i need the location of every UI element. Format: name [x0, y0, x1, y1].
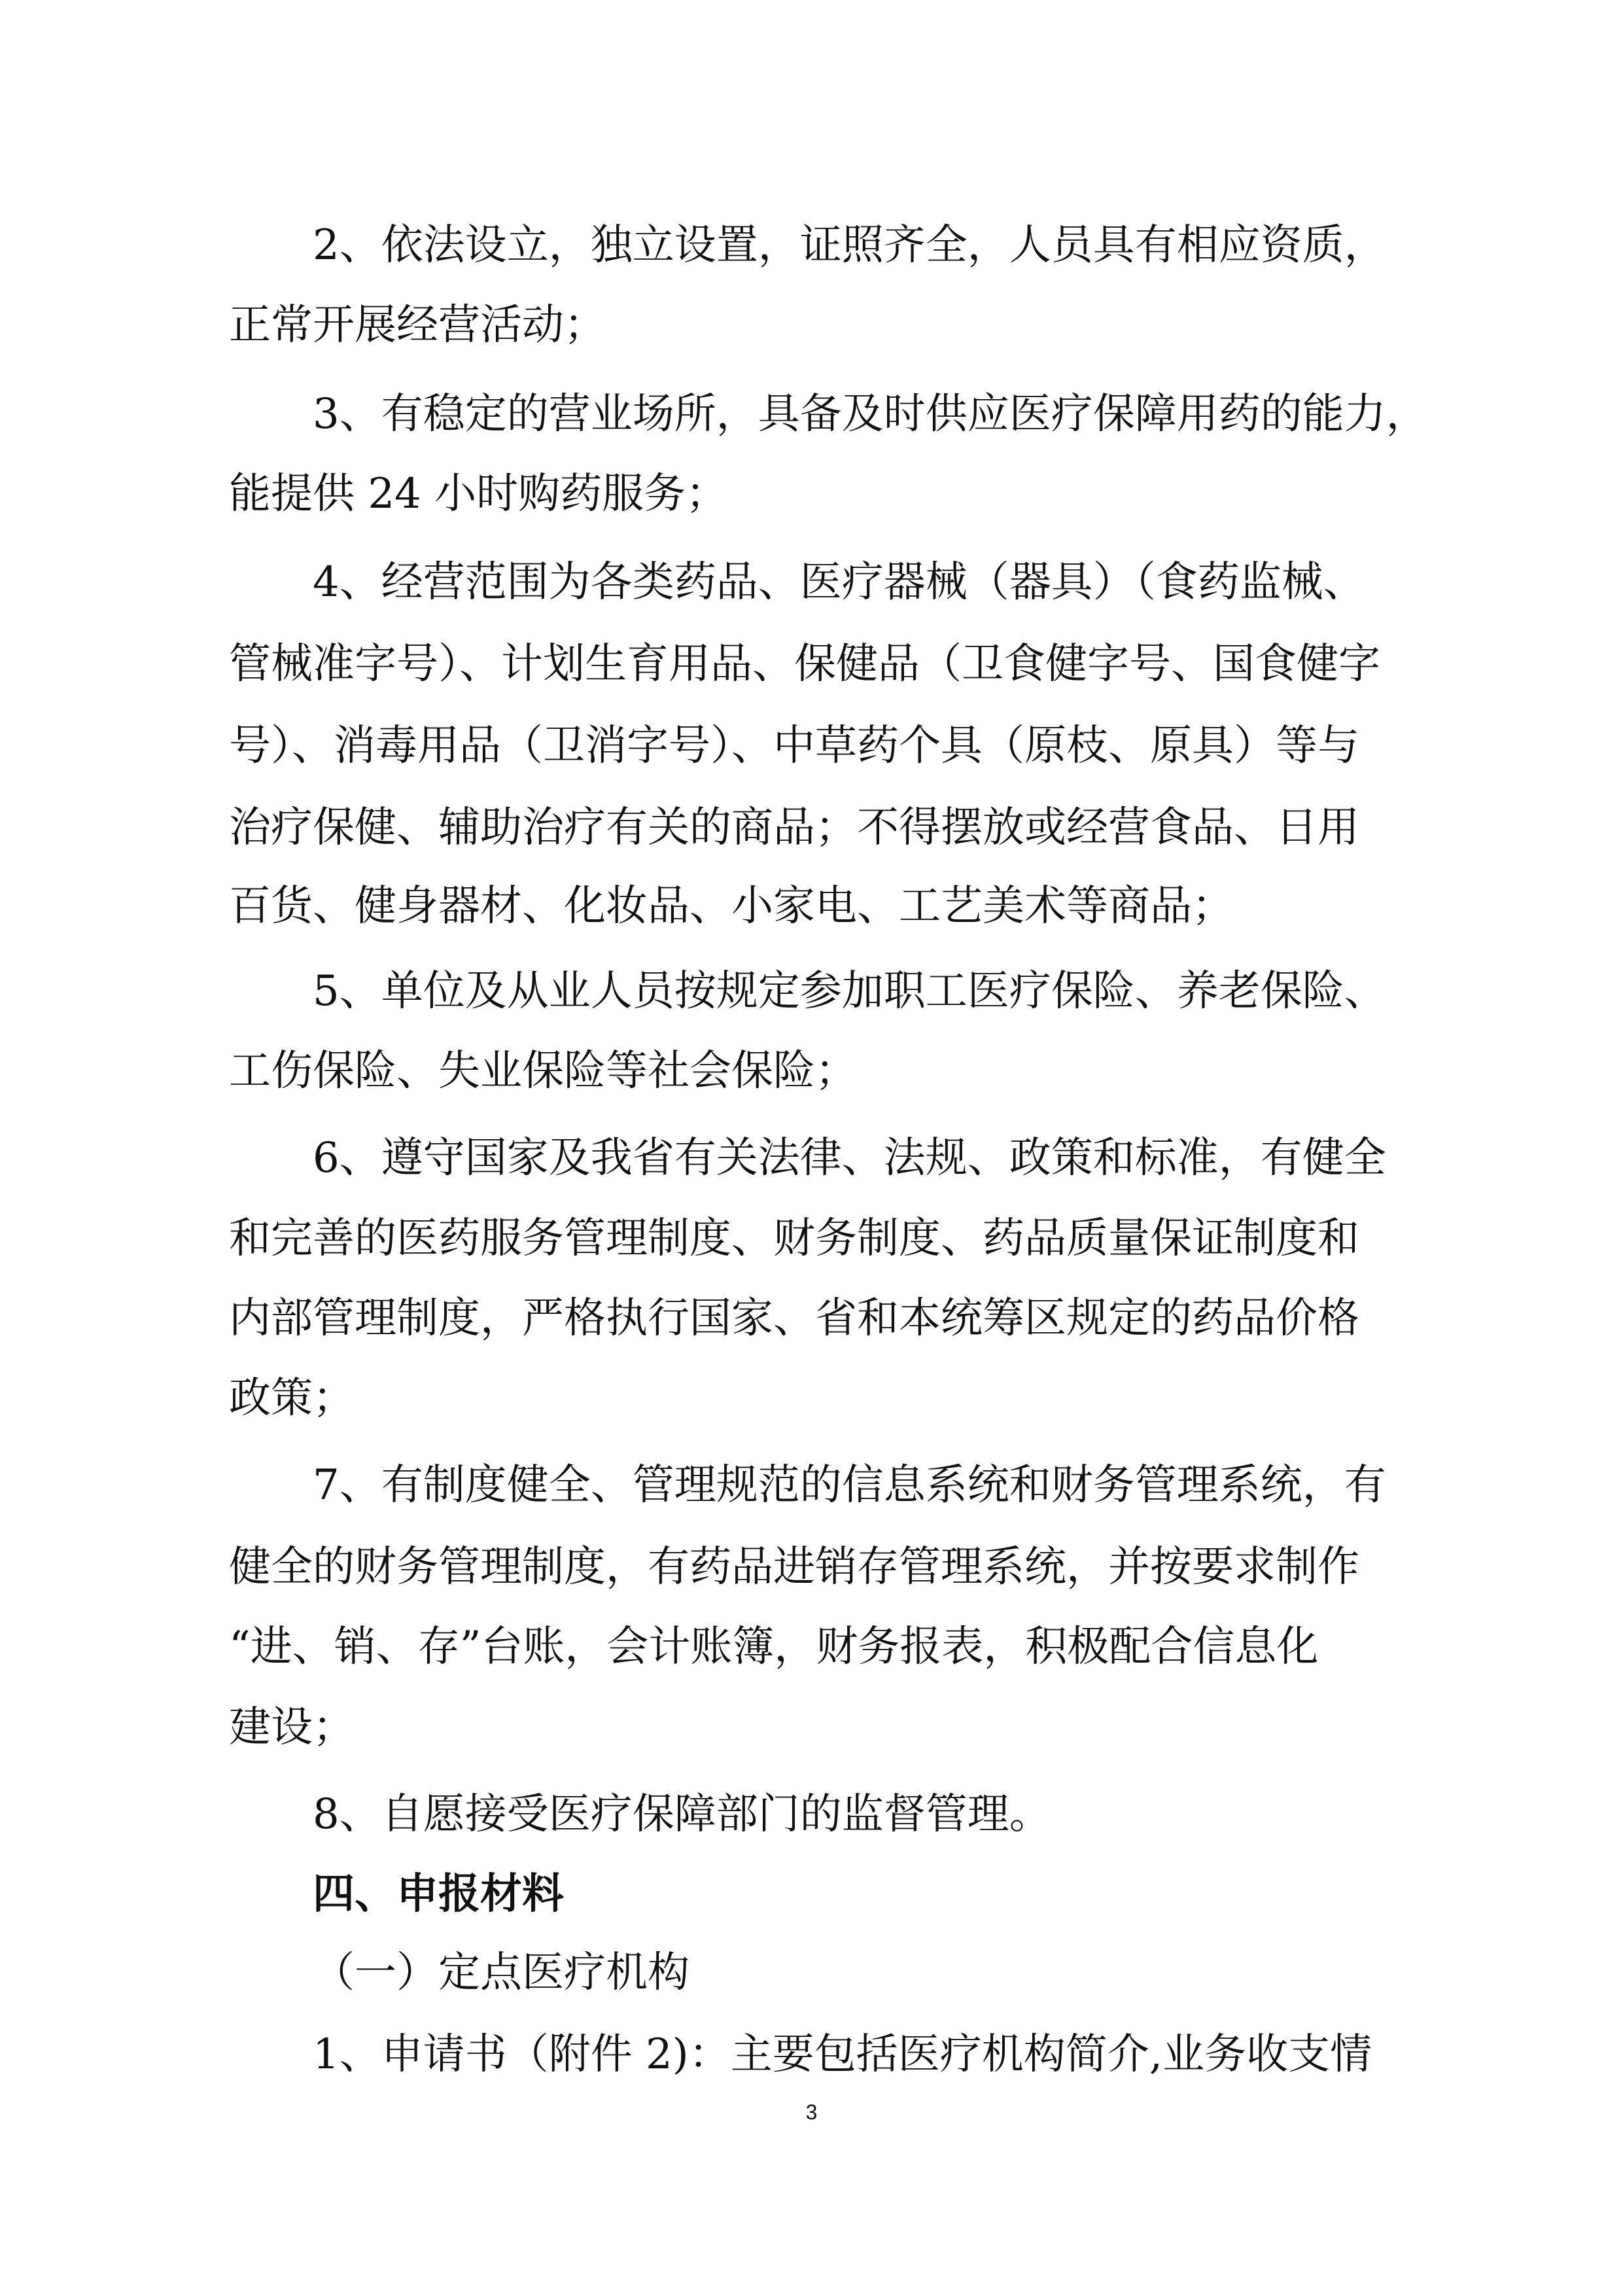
paragraph-line: 1、申请书（附件 2)：主要包括医疗机构简介,业务收支情	[313, 2030, 1372, 2079]
paragraph-line: 8、自愿接受医疗保障部门的监督管理。	[313, 1790, 1051, 1839]
paragraph-line: 管械准字号）、计划生育用品、保健品（卫食健字号、国食健字	[229, 640, 1380, 688]
paragraph-line: 5、单位及从业人员按规定参加职工医疗保险、养老保险、	[313, 967, 1386, 1016]
paragraph-line: “进、销、存”台账，会计账簿，财务报表，积极配合信息化	[229, 1623, 1319, 1671]
paragraph-line: 2、依法设立，独立设置，证照齐全，人员具有相应资质，	[313, 221, 1386, 270]
paragraph-line: 7、有制度健全、管理规范的信息系统和财务管理系统，有	[313, 1461, 1386, 1510]
paragraph-line: 能提供 24 小时购药服务；	[229, 470, 728, 518]
section-heading: 四、申报材料	[313, 1869, 564, 1918]
paragraph-line: （一）定点医疗机构	[313, 1949, 689, 1997]
paragraph-line: 政策；	[229, 1374, 355, 1422]
paragraph-line: 内部管理制度，严格执行国家、省和本统筹区规定的药品价格	[229, 1294, 1359, 1343]
paragraph-line: 6、遵守国家及我省有关法律、法规、政策和标准，有健全	[313, 1134, 1386, 1182]
paragraph-line: 治疗保健、辅助治疗有关的商品；不得摆放或经营食品、日用	[229, 804, 1359, 852]
paragraph-line: 正常开展经营活动；	[229, 301, 606, 349]
paragraph-line: 建设；	[229, 1703, 355, 1752]
paragraph-line: 工伤保险、失业保险等社会保险；	[229, 1047, 857, 1095]
paragraph-line: 和完善的医药服务管理制度、财务制度、药品质量保证制度和	[229, 1214, 1359, 1263]
paragraph-line: 百货、健身器材、化妆品、小家电、工艺美术等商品；	[229, 882, 1234, 930]
paragraph-line: 健全的财务管理制度，有药品进销存管理系统，并按要求制作	[229, 1543, 1359, 1591]
page-number: 3	[805, 2100, 818, 2124]
paragraph-line: 3、有稳定的营业场所，具备及时供应医疗保障用药的能力，	[313, 390, 1428, 438]
paragraph-line: 4、经营范围为各类药品、医疗器械（器具）（食药监械、	[313, 558, 1365, 607]
paragraph-line: 号）、消毒用品（卫消字号）、中草药个具（原枝、原具）等与	[229, 722, 1359, 770]
